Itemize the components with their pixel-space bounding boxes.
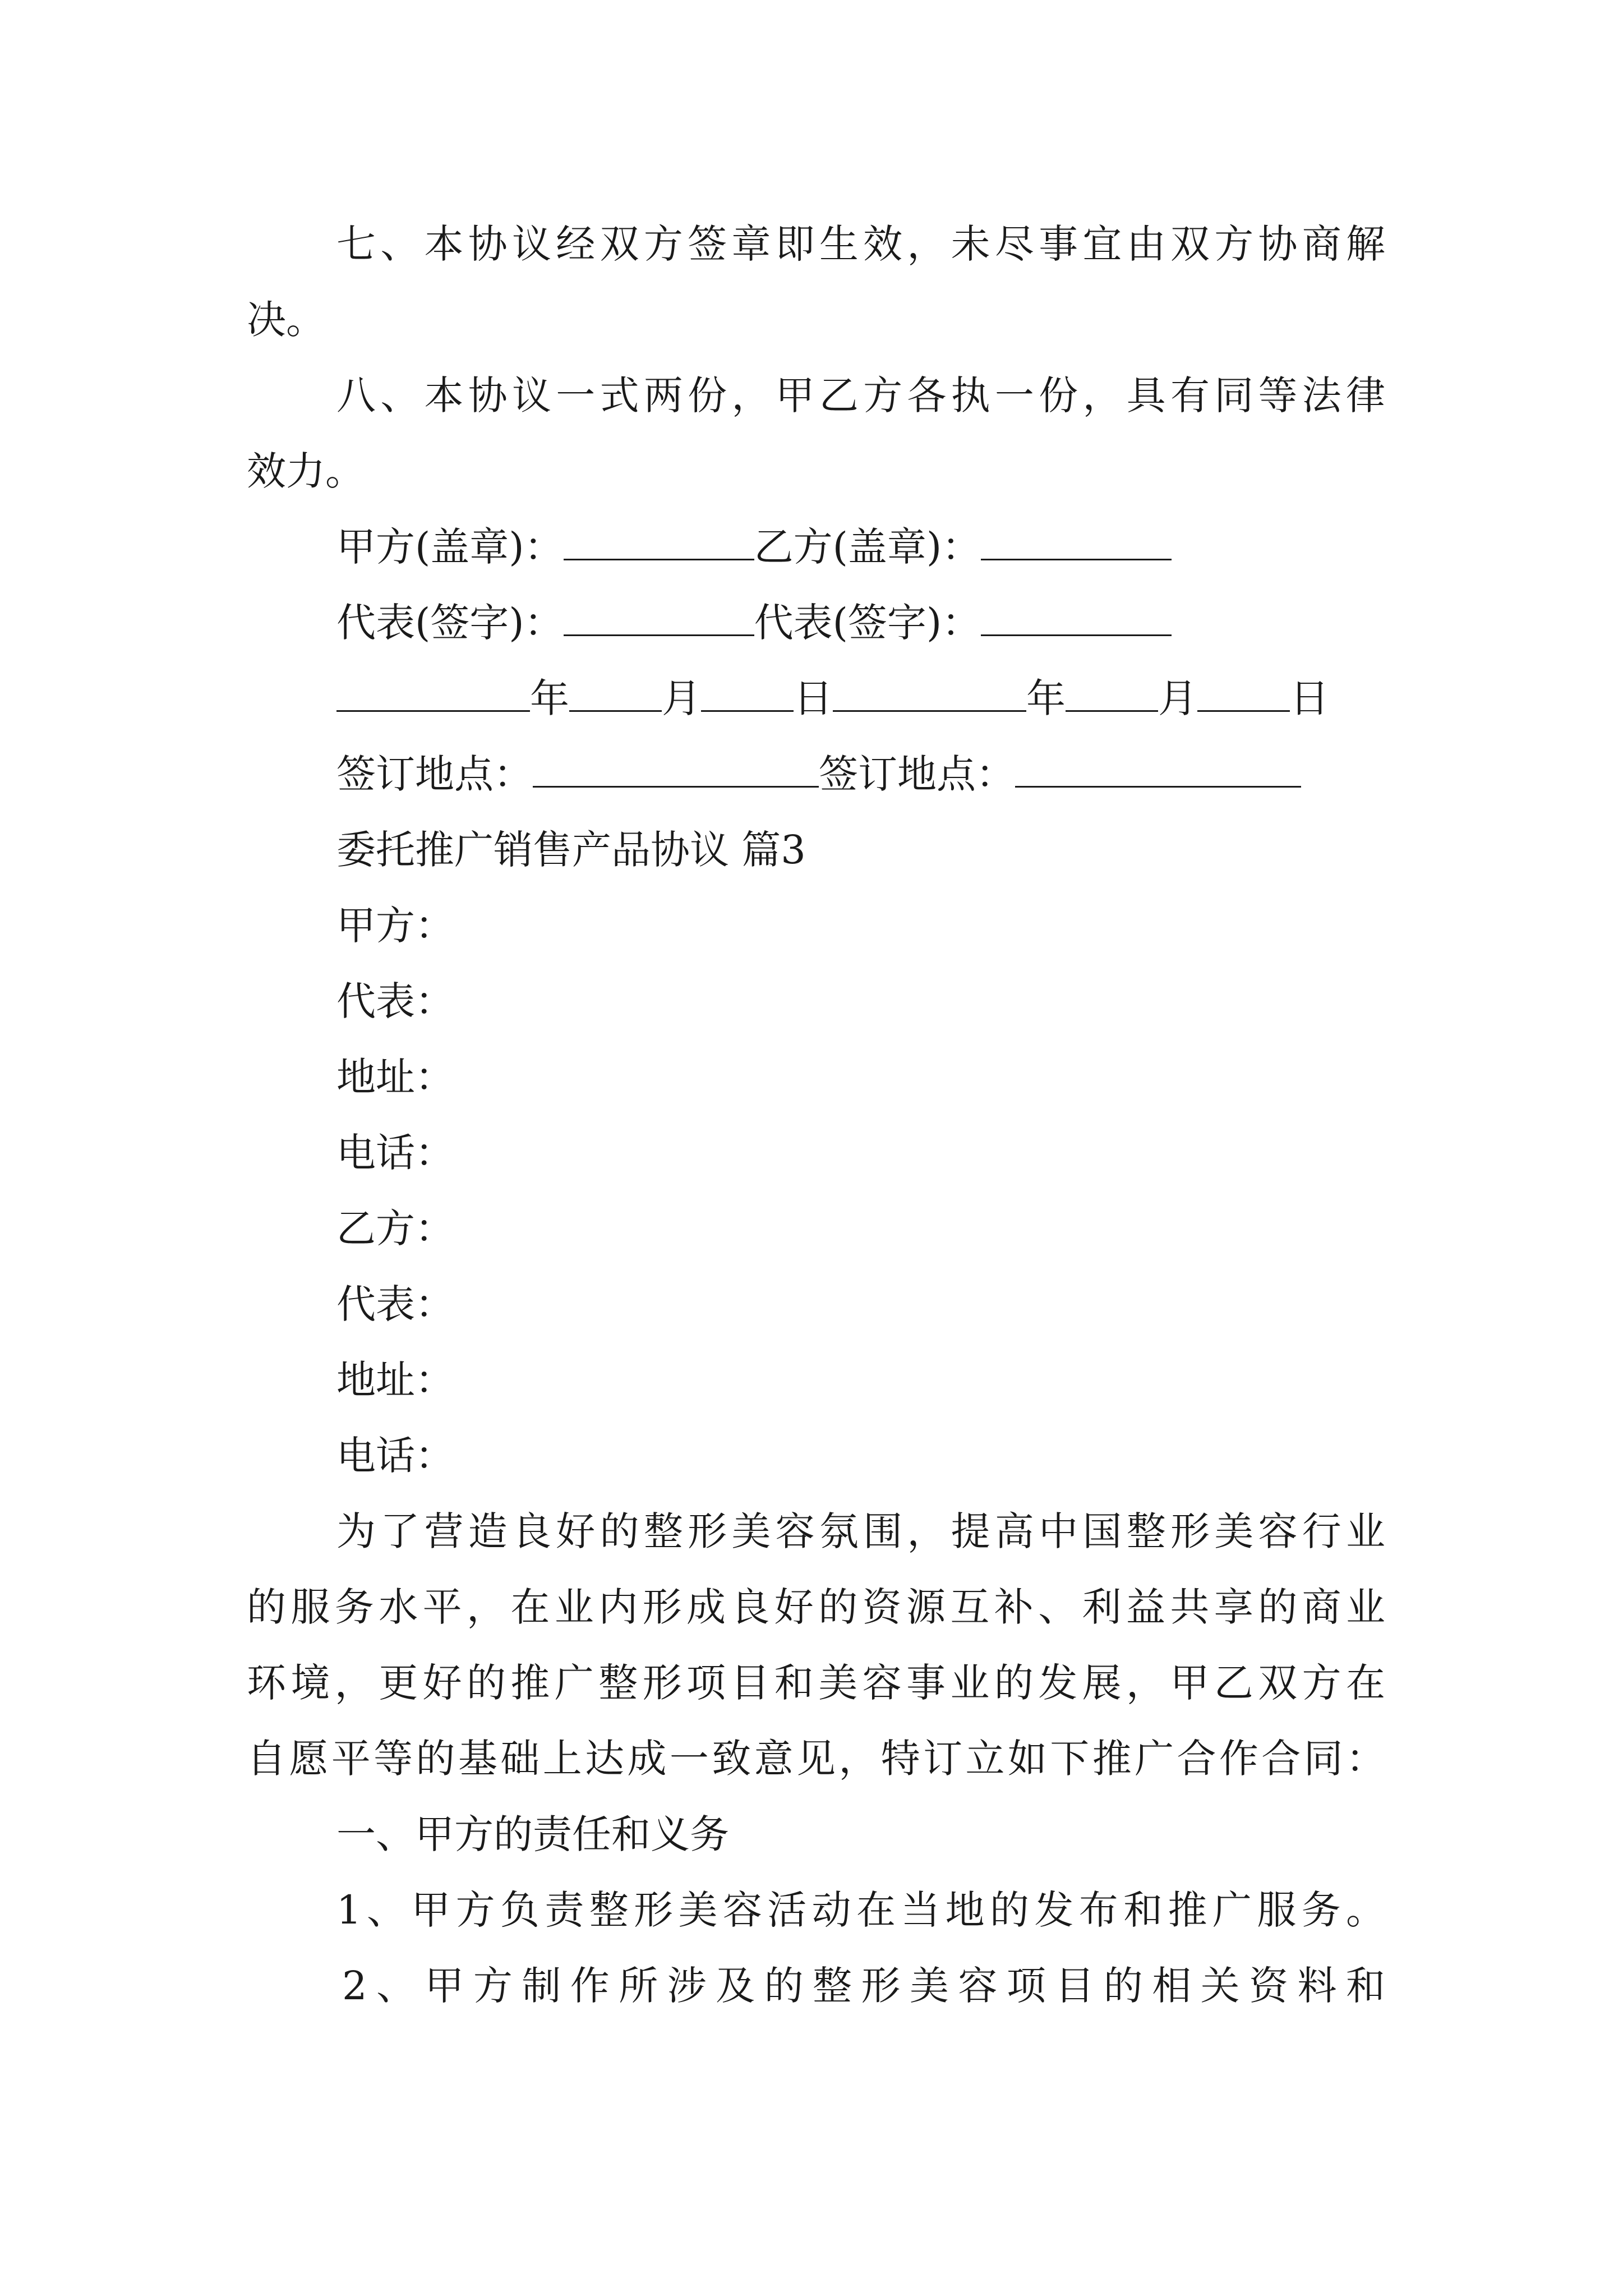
place-a-blank [533, 747, 819, 788]
date-a-day: 日 [794, 675, 833, 721]
place-b-blank [1015, 747, 1301, 788]
date-b-day: 日 [1290, 675, 1329, 721]
duty-item-1: 1、甲方负责整形美容活动在当地的发布和推广服务。 [336, 1887, 1385, 1933]
section-title: 委托推广销售产品协议 篇3 [336, 827, 806, 873]
rep-b-label: 代表(签字)： [754, 600, 981, 646]
party-a-seal-blank [564, 519, 754, 560]
rep-row [336, 595, 1172, 651]
date-a-month-blank [569, 671, 662, 712]
party-b-label: 乙方： [336, 1205, 454, 1251]
clause-7-line-1: 七、本协议经双方签章即生效，未尽事宜由双方协商解 [336, 221, 1385, 267]
party-b-address: 地址： [336, 1357, 454, 1403]
date-b-year: 年 [1026, 675, 1066, 721]
party-b-seal-label: 乙方(盖章)： [754, 524, 981, 570]
place-a-label: 签订地点： [336, 751, 533, 797]
party-a-seal-label: 甲方(盖章)： [336, 524, 564, 570]
date-row [336, 670, 1329, 726]
party-a-rep: 代表： [336, 978, 454, 1024]
date-b-month: 月 [1158, 675, 1197, 721]
preamble-line-2: 的服务水平，在业内形成良好的资源互补、利益共享的商业 [247, 1584, 1385, 1630]
rep-a-blank [564, 595, 754, 636]
party-b-seal-blank [981, 519, 1172, 560]
date-a-month: 月 [662, 675, 701, 721]
rep-a-label: 代表(签字)： [336, 600, 564, 646]
preamble-line-1: 为了营造良好的整形美容氛围，提高中国整形美容行业 [336, 1508, 1385, 1554]
date-b-day-blank [1197, 671, 1290, 712]
place-b-label: 签订地点： [819, 751, 1015, 797]
clause-8-line-2: 效力。 [247, 448, 365, 494]
party-a-phone: 电话： [336, 1130, 454, 1176]
date-a-year-blank [336, 671, 530, 712]
heading-party-a-duties: 一、甲方的责任和义务 [336, 1811, 729, 1857]
party-b-phone: 电话： [336, 1433, 454, 1479]
clause-8-line-1: 八、本协议一式两份，甲乙方各执一份，具有同等法律 [336, 372, 1385, 418]
date-a-day-blank [701, 671, 794, 712]
clause-7-line-2: 决。 [247, 297, 325, 343]
date-b-month-blank [1066, 671, 1158, 712]
seal-row [336, 519, 1172, 575]
rep-b-blank [981, 595, 1172, 636]
date-b-year-blank [833, 671, 1026, 712]
preamble-line-4: 自愿平等的基础上达成一致意见，特订立如下推广合作合同： [247, 1736, 1385, 1782]
party-b-rep: 代表： [336, 1281, 454, 1327]
party-a-label: 甲方： [336, 903, 454, 949]
duty-item-2: 2、甲方制作所涉及的整形美容项目的相关资料和 [342, 1963, 1385, 2009]
place-row [336, 746, 1301, 802]
party-a-address: 地址： [336, 1054, 454, 1100]
preamble-line-3: 环境，更好的推广整形项目和美容事业的发展，甲乙双方在 [247, 1660, 1385, 1706]
date-a-year: 年 [530, 675, 569, 721]
